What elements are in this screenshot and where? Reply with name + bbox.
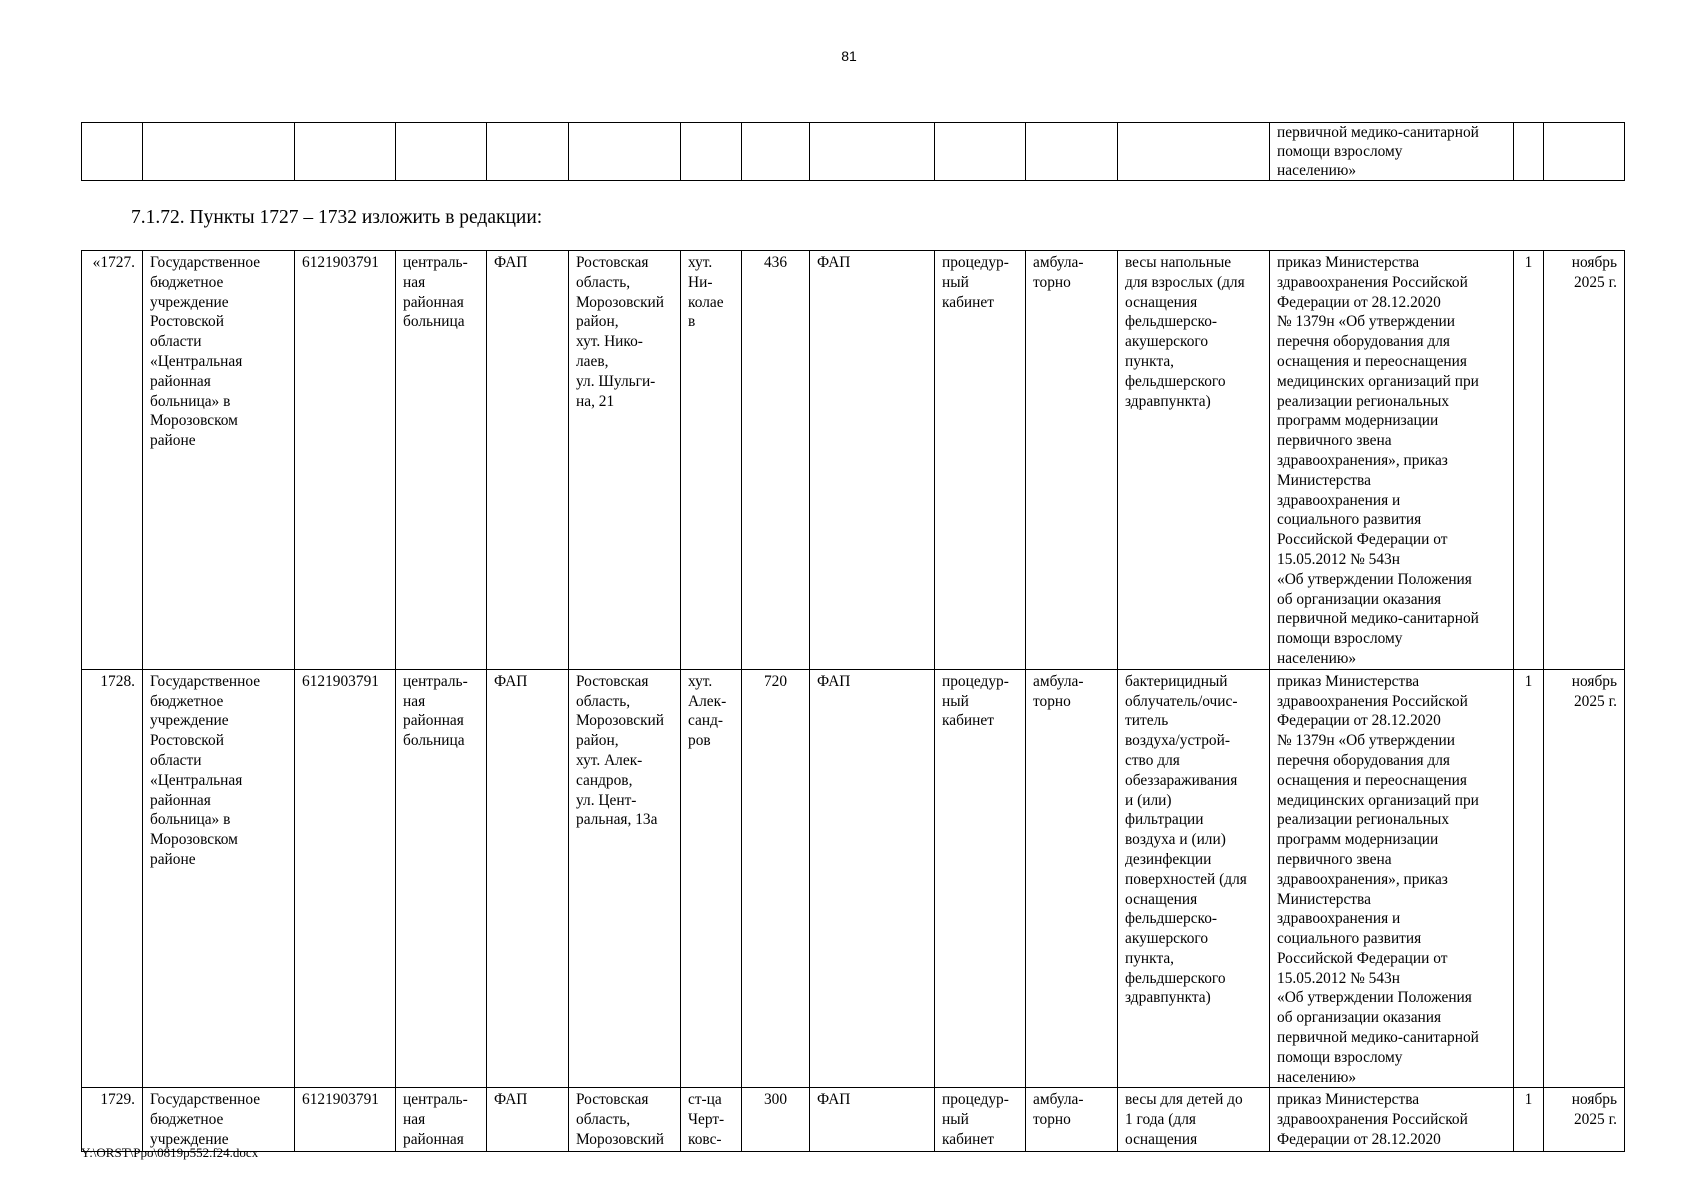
deadline-cell: ноябрь 2025 г.	[1544, 669, 1625, 1088]
facility-cell: ФАП	[810, 669, 935, 1088]
room-cell: процедур- ный кабинет	[935, 251, 1026, 670]
org-type-cell: централь- ная районная	[396, 1088, 487, 1152]
legal-basis-cell: приказ Министерства здравоохранения Российской Федерации от 28.12.2020	[1270, 1088, 1514, 1152]
legal-basis-cell: приказ Министерства здравоохранения Российской Федерации от 28.12.2020 № 1379н «Об утверждении перечня оборудования для оснащения и переоснащения медицинских организаций при реализации региональных программ модернизации первичного звена здравоохранения», приказ Министерства здравоохранения и социального развития Российской Федерации от 15.05.2012 № 543н «Об утверждении Положения об организации оказания первичной медико-санитарной помощи взрослому населению»	[1270, 669, 1514, 1088]
inn-cell: 6121903791	[295, 1088, 396, 1152]
cell	[82, 123, 143, 181]
row-number: 1729.	[82, 1088, 143, 1152]
cell	[396, 123, 487, 181]
cell	[569, 123, 681, 181]
settlement-cell: хут. Ни- колае в	[681, 251, 742, 670]
cell	[1118, 123, 1270, 181]
table-row	[82, 1088, 1625, 1152]
previous-table-fragment	[81, 122, 1625, 181]
page-number: 81	[841, 48, 857, 64]
facility-cell: ФАП	[810, 251, 935, 670]
care-form-cell: амбула- торно	[1026, 251, 1118, 670]
row-number: 1728.	[82, 669, 143, 1088]
row-number: «1727.	[82, 251, 143, 670]
section-heading: 7.1.72. Пункты 1727 – 1732 изложить в редакции:	[131, 207, 543, 228]
cell	[295, 123, 396, 181]
cell	[1544, 123, 1625, 181]
care-form-cell: амбула- торно	[1026, 1088, 1118, 1152]
settlement-cell: ст-ца Черт- ковс-	[681, 1088, 742, 1152]
cell	[487, 123, 569, 181]
table-row	[82, 123, 1625, 181]
inn-cell: 6121903791	[295, 251, 396, 670]
organization-cell: Государственное бюджетное учреждение Ростовской области «Центральная районная больница» в Морозовском районе	[143, 669, 295, 1088]
equipment-cell: весы напольные для взрослых (для оснащения фельдшерско- акушерского пункта, фельдшерского здравпункта)	[1118, 251, 1270, 670]
cell	[681, 123, 742, 181]
care-form-cell: амбула- торно	[1026, 669, 1118, 1088]
cell	[810, 123, 935, 181]
address-cell: Ростовская область, Морозовский	[569, 1088, 681, 1152]
room-cell: процедур- ный кабинет	[935, 669, 1026, 1088]
file-path-footer: Y:\ORST\Ppo\0819p552.f24.docx	[81, 1145, 259, 1160]
legal-basis-cell: первичной медико-санитарной помощи взрослому населению»	[1270, 123, 1514, 181]
equipment-cell: бактерицидный облучатель/очис- титель воздуха/устрой- ство для обеззараживания и (или) фильтрации воздуха и (или) дезинфекции поверхностей (для оснащения фельдшерско- акушерского пункта, фельдшерского здравпункта)	[1118, 669, 1270, 1088]
unit-cell: ФАП	[487, 1088, 569, 1152]
equipment-table	[81, 250, 1625, 1152]
inn-cell: 6121903791	[295, 669, 396, 1088]
population-cell: 720	[742, 669, 810, 1088]
unit-cell: ФАП	[487, 669, 569, 1088]
address-cell: Ростовская область, Морозовский район, хут. Алек- сандров, ул. Цент- ральная, 13а	[569, 669, 681, 1088]
equipment-cell: весы для детей до 1 года (для оснащения	[1118, 1088, 1270, 1152]
cell	[742, 123, 810, 181]
organization-cell: Государственное бюджетное учреждение Ростовской области «Центральная районная больница» в Морозовском районе	[143, 251, 295, 670]
cell	[1026, 123, 1118, 181]
organization-cell: Государственное бюджетное учреждение	[143, 1088, 295, 1152]
cell	[1514, 123, 1544, 181]
facility-cell: ФАП	[810, 1088, 935, 1152]
quantity-cell: 1	[1514, 251, 1544, 670]
legal-basis-cell: приказ Министерства здравоохранения Российской Федерации от 28.12.2020 № 1379н «Об утверждении перечня оборудования для оснащения и переоснащения медицинских организаций при реализации региональных программ модернизации первичного звена здравоохранения», приказ Министерства здравоохранения и социального развития Российской Федерации от 15.05.2012 № 543н «Об утверждении Положения об организации оказания первичной медико-санитарной помощи взрослому населению»	[1270, 251, 1514, 670]
settlement-cell: хут. Алек- санд- ров	[681, 669, 742, 1088]
address-cell: Ростовская область, Морозовский район, хут. Нико- лаев, ул. Шульги- на, 21	[569, 251, 681, 670]
cell	[935, 123, 1026, 181]
table-row	[82, 251, 1625, 670]
population-cell: 300	[742, 1088, 810, 1152]
deadline-cell: ноябрь 2025 г.	[1544, 1088, 1625, 1152]
org-type-cell: централь- ная районная больница	[396, 251, 487, 670]
quantity-cell: 1	[1514, 669, 1544, 1088]
table-row	[82, 669, 1625, 1088]
quantity-cell: 1	[1514, 1088, 1544, 1152]
room-cell: процедур- ный кабинет	[935, 1088, 1026, 1152]
cell	[143, 123, 295, 181]
population-cell: 436	[742, 251, 810, 670]
org-type-cell: централь- ная районная больница	[396, 669, 487, 1088]
unit-cell: ФАП	[487, 251, 569, 670]
deadline-cell: ноябрь 2025 г.	[1544, 251, 1625, 670]
